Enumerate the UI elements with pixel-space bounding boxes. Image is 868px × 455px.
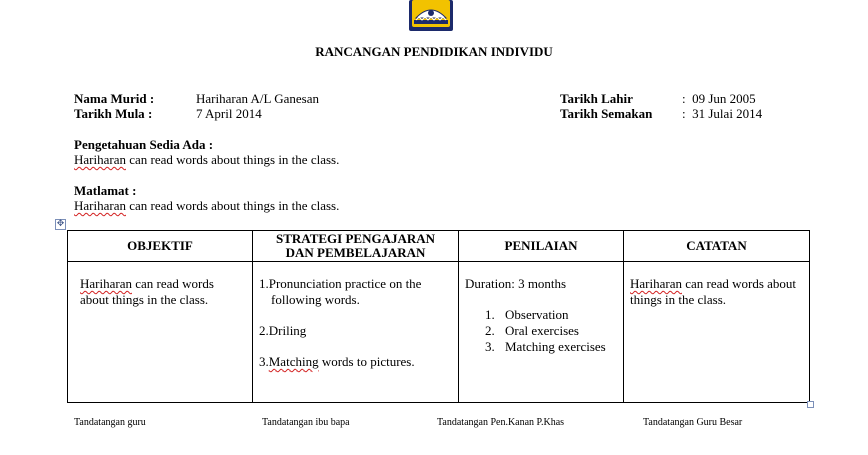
objective-cell: Hariharan can read words about things in the class. — [68, 262, 253, 403]
signature-headmaster: Tandatangan Guru Besar — [643, 417, 743, 428]
review-date-value: : 31 Julai 2014 — [682, 106, 763, 121]
start-date-value: 7 April 2014 — [196, 106, 262, 121]
dob-label: Tarikh Lahir — [560, 91, 633, 106]
goal-label: Matlamat : — [74, 183, 137, 198]
review-date-label: Tarikh Semakan — [560, 106, 653, 121]
dob-value: : 09 Jun 2005 — [682, 91, 756, 106]
assessment-item-3: 3. Matching exercises — [485, 339, 606, 354]
table-move-handle-icon[interactable]: ✥ — [56, 219, 65, 229]
strategy-cell — [253, 262, 459, 403]
signature-teacher: Tandatangan guru — [74, 417, 146, 428]
header-objective: OBJEKTIF — [68, 231, 253, 262]
strategy-item-2: 2.Driling — [259, 323, 307, 338]
assessment-item-1: 1. Observation — [485, 307, 569, 322]
school-crest-icon — [408, 0, 454, 32]
plan-table — [67, 230, 810, 403]
document-title: RANCANGAN PENDIDIKAN INDIVIDU — [315, 44, 553, 59]
strategy-item-3: 3.Matching words to pictures. — [259, 354, 415, 369]
header-notes: CATATAN — [624, 231, 810, 262]
prior-knowledge-label: Pengetahuan Sedia Ada : — [74, 137, 214, 152]
strategy-item-1: 1.Pronunciation practice on the following words. — [259, 276, 422, 307]
header-assessment: PENILAIAN — [459, 231, 624, 262]
signature-special-ed-senior: Tandatangan Pen.Kanan P.Khas — [437, 417, 565, 428]
assessment-duration: Duration: 3 months — [465, 276, 567, 291]
assessment-item-2: 2. Oral exercises — [485, 323, 579, 338]
signature-parent: Tandatangan ibu bapa — [262, 417, 350, 428]
table-resize-handle-icon[interactable] — [807, 401, 814, 408]
start-date-label: Tarikh Mula : — [74, 106, 153, 121]
name-label: Nama Murid : — [74, 91, 155, 106]
assessment-cell — [459, 262, 624, 403]
prior-knowledge-text: Hariharan can read words about things in the class. — [74, 152, 340, 167]
notes-cell: Hariharan can read words about things in the class. — [624, 262, 810, 403]
name-value: Hariharan A/L Ganesan — [196, 91, 319, 106]
header-strategy: STRATEGI PENGAJARAN DAN PEMBELAJARAN — [253, 231, 459, 262]
goal-text: Hariharan can read words about things in the class. — [74, 198, 340, 213]
